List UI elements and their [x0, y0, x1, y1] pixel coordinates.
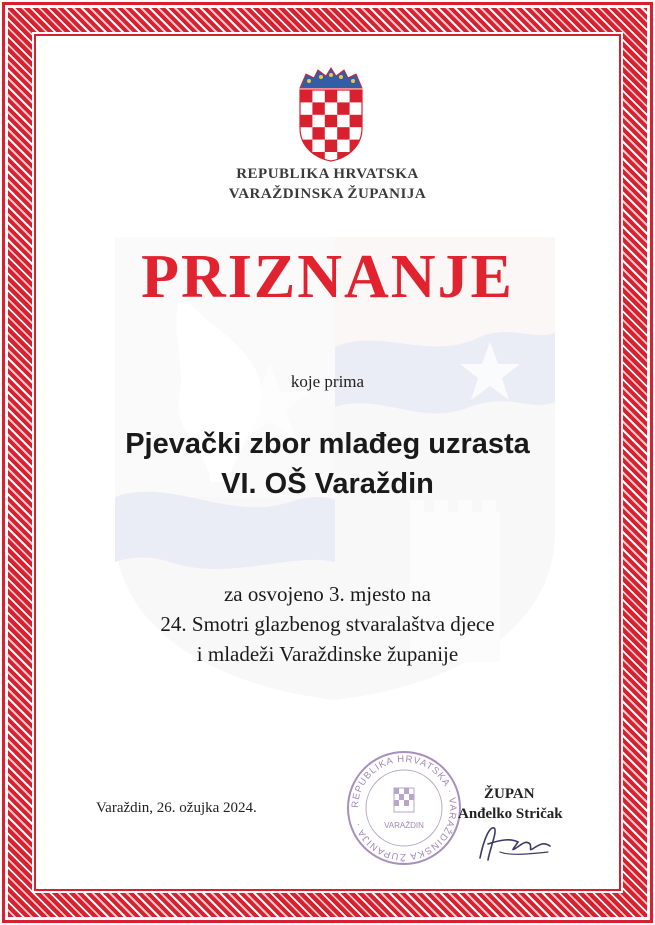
recipient-school: VI. OŠ Varaždin — [221, 468, 434, 500]
certificate-subtitle: koje prima — [290, 372, 365, 391]
issue-date: Varaždin, 26. ožujka 2024. — [96, 800, 257, 816]
reason-line-1: za osvojeno 3. mjesto na — [223, 582, 432, 606]
header-county: VARAŽDINSKA ŽUPANIJA — [228, 186, 427, 202]
official-seal-icon — [344, 748, 464, 868]
handwritten-signature-icon — [470, 818, 560, 866]
reason-line-3: i mladeži Varaždinske županije — [196, 642, 459, 666]
certificate-title: PRIZNANJE — [141, 243, 514, 311]
signatory-name: Anđelko Stričak — [458, 806, 563, 822]
croatia-coat-of-arms-icon — [296, 66, 366, 162]
reason-line-2: 24. Smotri glazbenog stvaralaštva djece — [160, 612, 495, 636]
recipient-name: Pjevački zbor mlađeg uzrasta — [125, 428, 530, 460]
header-republic: REPUBLIKA HRVATSKA — [236, 166, 419, 182]
stamp-center-text: VARAŽDIN — [384, 821, 424, 830]
stamp-ring-text: REPUBLIKA HRVATSKA · VARAŽDINSKA ŽUPANIJA · — [349, 753, 459, 863]
signatory-title: ŽUPAN — [484, 786, 535, 802]
